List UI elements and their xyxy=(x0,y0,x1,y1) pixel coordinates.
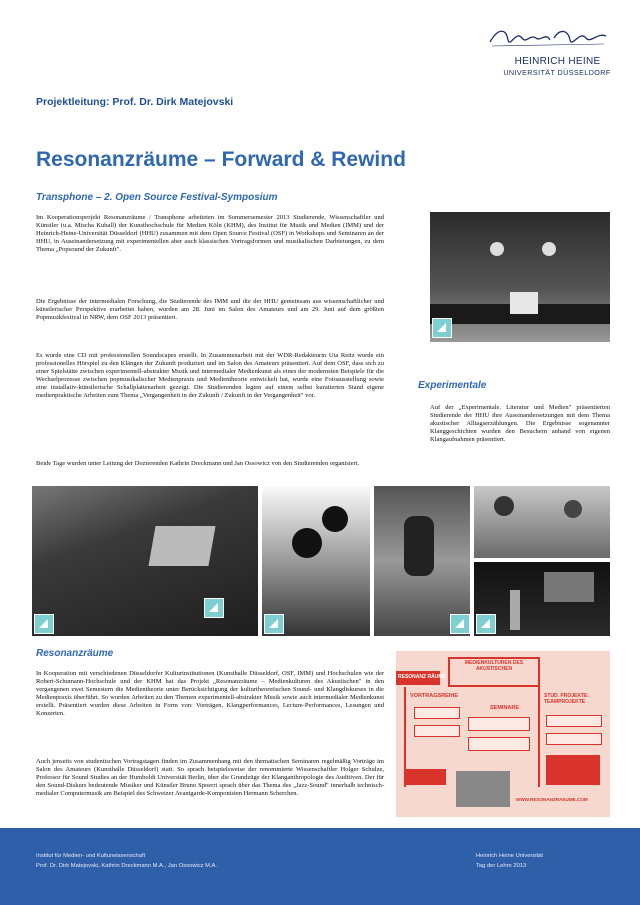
experimentale-heading: Experimentale xyxy=(418,380,487,391)
resonanz-heading: Resonanzräume xyxy=(36,648,114,659)
resonanz-paragraph-1: In Kooperation mit verschiedenen Düsseldorfer Kulturinstitutionen (Kunsthalle Düsseldorf, OSF, IMM) und Hochschulen wie der Robert-Schumann-Hochschule und der KHM hat das Projekt „Resonanzräume – Medienkulturen des Akustischen" in den vergangenen zwei Semestern die Medientheorie unter Berücksichtigung der kulturtheoretischen Sound- und Klangdiskurses in die Medienpraxis überführt. So wurden Arbeiten zu den Themen experimentell-abstrakter Musik sowie auch intermedialer Medienkunst erstellt. Präsentiert wurden diese Arbeiten in Form von: Vorträgen, Klangperformances, Lecture-Performances, Lesungen und Konzerten. xyxy=(36,670,384,718)
diagram-col-seminare: SEMINARE xyxy=(490,705,520,711)
vinyl-installation-photo xyxy=(262,486,370,636)
project-lead: Projektleitung: Prof. Dr. Dirk Matejovski xyxy=(36,96,234,108)
logo-university-subname: UNIVERSITÄT DÜSSELDORF xyxy=(503,68,611,77)
workshop-photo xyxy=(474,486,610,558)
performance-photo xyxy=(474,562,610,636)
studio-equipment-photo xyxy=(374,486,470,636)
university-signature-logo xyxy=(488,24,608,52)
intro-paragraph-1: Im Kooperationsprojekt Resonanzräume / Transphone arbeiteten im Sommersemester 2013 Studierende, Wissenschaftler und Künstler (u.a. Mischa Kuball) der Kunsthochschule für Medien Köln (KHM), des Institut für Musik und Medien (IMM) und der Heinrich-Heine-Universität Düsseldorf (HHU) zusammen mit dem Open Source Festival (OSF) in Workshops und Seminaren an der HHU, in Auseinandersetzung mit experimentellen aber auch klassischen Vortragsformen und musikalischen Darbietungen, zu dem Thema „Popsound der Zukunft". xyxy=(36,214,384,254)
logo-university-name: HEINRICH HEINE xyxy=(514,56,601,67)
diagram-brand: RESONANZ RÄUME xyxy=(398,674,446,680)
symposium-stage-photo xyxy=(430,212,610,342)
footer-authors: Prof. Dr. Dirk Matejovski, Kathrin Dreckmann M.A., Jan Ossowicz M.A. xyxy=(36,863,218,869)
experimentale-text: Auf der „Experimentale. Literatur und Medien" präsentierten Studierende der HHU ihre Auseinandersetzungen mit dem Thema akustischer Alltagserzählungen. Die Ergebnisse sogenannter Klanggeschichten wurden den Besuchern anhand von eigenen Klangaufnahmen präsentiert. xyxy=(430,404,610,444)
footer-university: Heinrich Heine Universität xyxy=(476,853,544,859)
footer-institute: Institut für Medien- und Kulturwissenschaft xyxy=(36,853,146,859)
diagram-col-vortrag: VORTRAGSREIHE xyxy=(410,693,458,699)
project-structure-diagram xyxy=(396,651,610,817)
intro-paragraph-2: Die Ergebnisse der intermedialen Forschung, die Studierende des IMM und die der HHU gemeinsam aus wissenschaftlicher und künstlerischer Perspektive erarbeitet haben, wurden am 28. Juni im Salon des Amateurs und am 29. Juni auf dem größten Popmusikfestival in NRW, dem OSF 2013 präsentiert. xyxy=(36,298,384,322)
audience-photo xyxy=(32,486,258,636)
diagram-title: MEDIENKULTUREN DES AKUSTISCHEN xyxy=(464,660,524,672)
intro-paragraph-3: Es wurde eine CD mit professionellen Soundscapes erstellt. In Zusammenarbeit mit der WDR-Redakteurin Uta Reitz wurde ein professionelles Hörspiel zu den Klängen der Zukunft produziert und im Salon des Amateurs präsentiert. Auf dem OSF, dass sich zu einer Spielstätte zwischen experimentell-abstrakter Musik und intermedialer Medienkunst als eines der modernsten Beispiele für die Wechselprozesse zwischen popmusikalischer Medienpraxis und Medientheorie entwickelt hat, wurde eine Fotoausstellung sowie eine installativ-künstlerische Schallplattenarbeit gezeigt. Die Studierenden legten auf einem selbst kuratierten Stand eigene medienpraktische Arbeiten zum Thema „Vergangenheit in der Zukunft / Zukunft in der Vergangenheit" vor. xyxy=(36,352,384,400)
diagram-photo xyxy=(456,771,510,807)
diagram-url: WWW.RESONANZRAEUME.COM xyxy=(516,797,588,802)
diagram-col-projekte: STUD. PROJEKTE: TEAMPROJEKTE xyxy=(544,693,590,705)
resonanz-paragraph-2: Auch jenseits von studentischen Vortragstagen finden im Zusammenhang mit den thematischen Seminaren regelmäßig Vorträge im Salon des Amateurs (Kunsthalle Düsseldorf) statt. So sprach beispielsweise der renommierte Wissenschaftler Holger Schulze, Professor für Sound Studies an der Humboldt Universität Berlin, über die Grundzüge der Klanganthropologie des Auditiven. Der für den Sound-Diskurs bedeutende Musiker und Künstler Bruno Spoerri sprach über das Thema des „Jazz-Sound" innerhalb technisch-medialer Computermusik am Beispiel des Schweizer Avantgarde-Komponisten Hermann Scherchen. xyxy=(36,758,384,798)
section-subtitle: Transphone – 2. Open Source Festival-Symposium xyxy=(36,192,278,203)
footer xyxy=(0,828,640,905)
footer-event: Tag der Lehre 2013 xyxy=(476,863,527,869)
page-title: Resonanzräume – Forward & Rewind xyxy=(36,148,406,171)
intro-paragraph-4: Beide Tage wurden unter Leitung der Dozierenden Kathrin Dreckmann und Jan Ossowicz von den Studierenden organisiert. xyxy=(36,460,360,467)
